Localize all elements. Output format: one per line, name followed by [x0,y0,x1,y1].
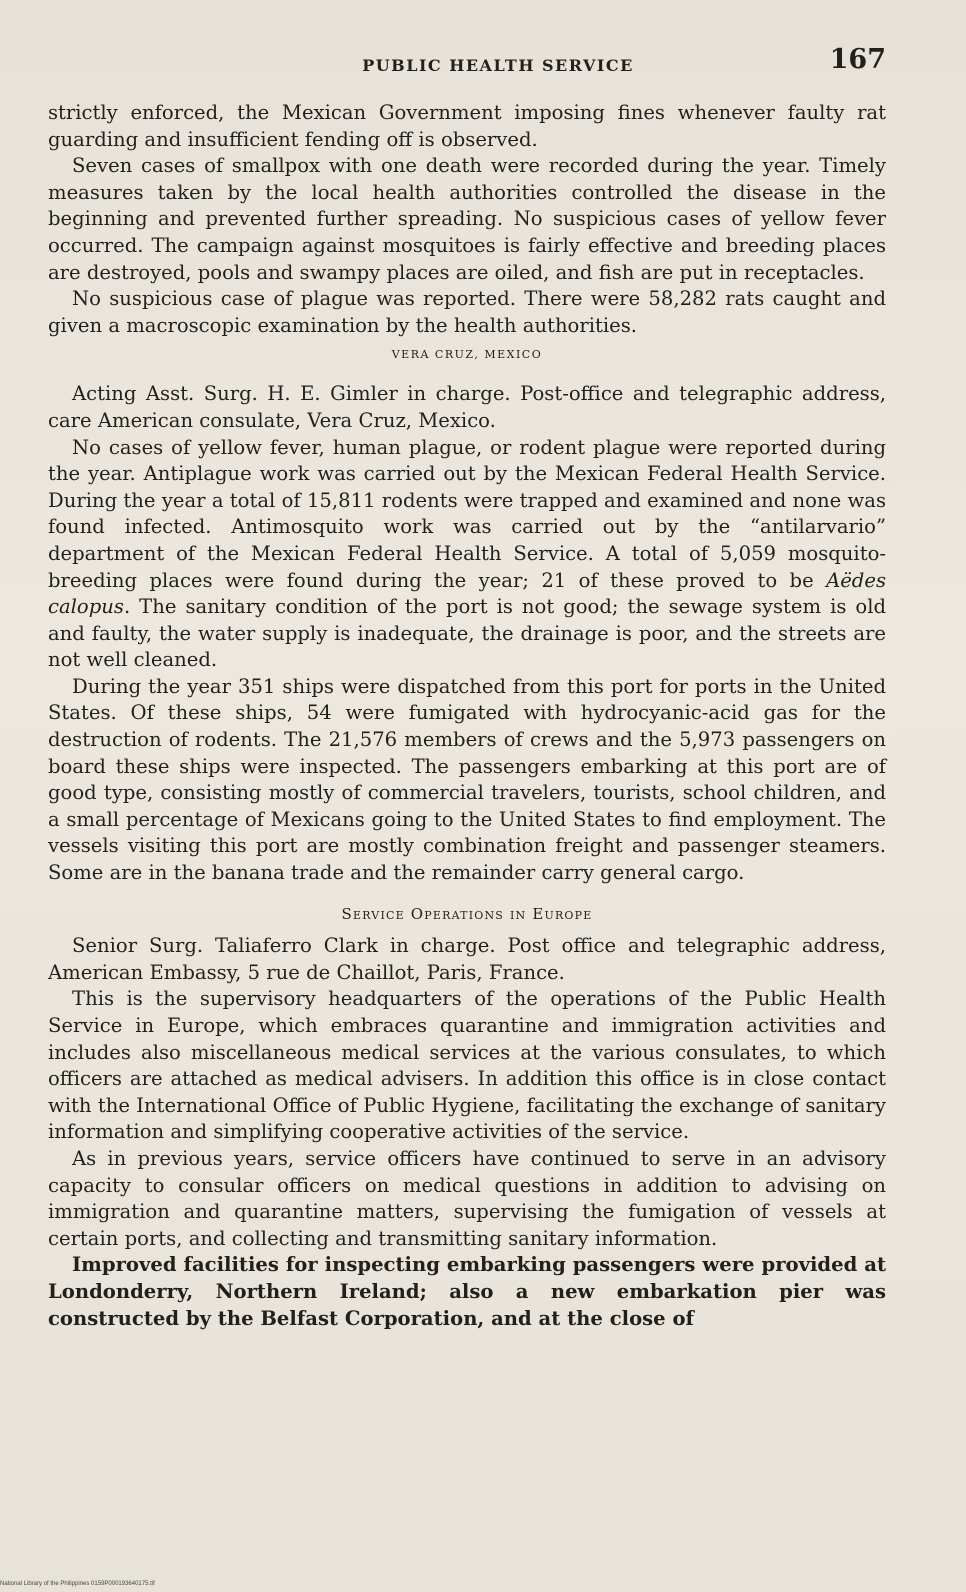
running-head [50,44,886,84]
paragraph-continued: strictly enforced, the Mexican Government imposing fines whenever faulty rat guarding and insufficient fending off is observed. [48,101,886,151]
paragraph-europe-headquarters: This is the supervisory headquarters of the operations of the Public Health Service in Europe, which embraces quarantine and immigration activities and includes also miscellaneous medical services at the various consulates, to which officers are attached as medical advisers. In addition this office is in close contact with the International Office of Public Hygiene, facilitating the exchange of sanitary information and simplifying cooperative activities of the service. [48,987,886,1144]
paragraph-vera-cruz-sanitary-text: . The sanitary condition of the port is not good; the sewage system is old and faulty, the water supply is inadequate, the drainage is poor, and the streets are not well cleaned. [48,595,886,672]
species-name: Aëdes calopus [48,568,887,619]
paragraph-europe-facilities: Improved facilities for inspecting embarking passengers were provided at Londonderry, Northern Ireland; also a new embarkation pier was constructed by the Belfast Corporation, and at the close of [48,1253,886,1330]
paragraph-vera-cruz-officer: Acting Asst. Surg. H. E. Gimler in charge. Post-office and telegraphic address, care American consulate, Vera Cruz, Mexico. [48,382,886,432]
section-heading-vera-cruz: VERA CRUZ, MEXICO [391,348,543,362]
scan-credit: National Library of the Philippines 0159P000193640175.tif [0,1581,155,1587]
paragraph-plague: No suspicious case of plague was reported. There were 58,282 rats caught and given a macroscopic examination by the health authorities. [48,287,886,337]
paragraph-smallpox: Seven cases of smallpox with one death were recorded during the year. Timely measures taken by the local health authorities controlled the disease in the beginning and prevented further spreading. No suspicious cases of yellow fever occurred. The campaign against mosquitoes is fairly effective and breeding places are destroyed, pools and swampy places are oiled, and fish are put in receptacles. [48,154,886,284]
paragraph-europe-officer: Senior Surg. Taliaferro Clark in charge. Post office and telegraphic address, American Embassy, 5 rue de Chaillot, Paris, France. [48,934,886,984]
page-number: 167 [829,44,886,75]
paragraph-europe-advisory: As in previous years, service officers have continued to serve in an advisory capacity to consular officers on medical questions in addition to advising on immigration and quarantine matters, supervising the fumigation of vessels at certain ports, and collecting and transmitting sanitary information. [48,1146,886,1250]
body-text [48,100,886,1332]
paragraph-vera-cruz-disease-text: No cases of yellow fever, human plague, or rodent plague were reported during the year. Antiplague work was carried out by the Mexican Federal Health Service. During the year a total of 15,811 rodents were trapped and examined and none was found infected. Antimosquito work was carried out by the “antilarvario” department of the Mexican Federal Health Service. A total of 5,059 mosquito-breeding places were found during the year; 21 of these proved to be [48,435,886,592]
running-title: PUBLIC HEALTH SERVICE [362,56,634,75]
section-heading-europe: Service Operations in Europe [341,904,593,923]
paragraph-vera-cruz-disease [48,435,886,674]
paragraph-vera-cruz-ships: During the year 351 ships were dispatched from this port for ports in the United States. Of these ships, 54 were fumigated with hydrocyanic-acid gas for the destruction of rodents. The 21,576 members of crews and the 5,973 passengers on board these ships were inspected. The passengers embarking at this port are of good type, consisting mostly of commercial travelers, tourists, school children, and a small percentage of Mexicans going to the United States to find employment. The vessels visiting this port are mostly combination freight and passenger steamers. Some are in the banana trade and the remainder carry general cargo. [48,674,886,885]
